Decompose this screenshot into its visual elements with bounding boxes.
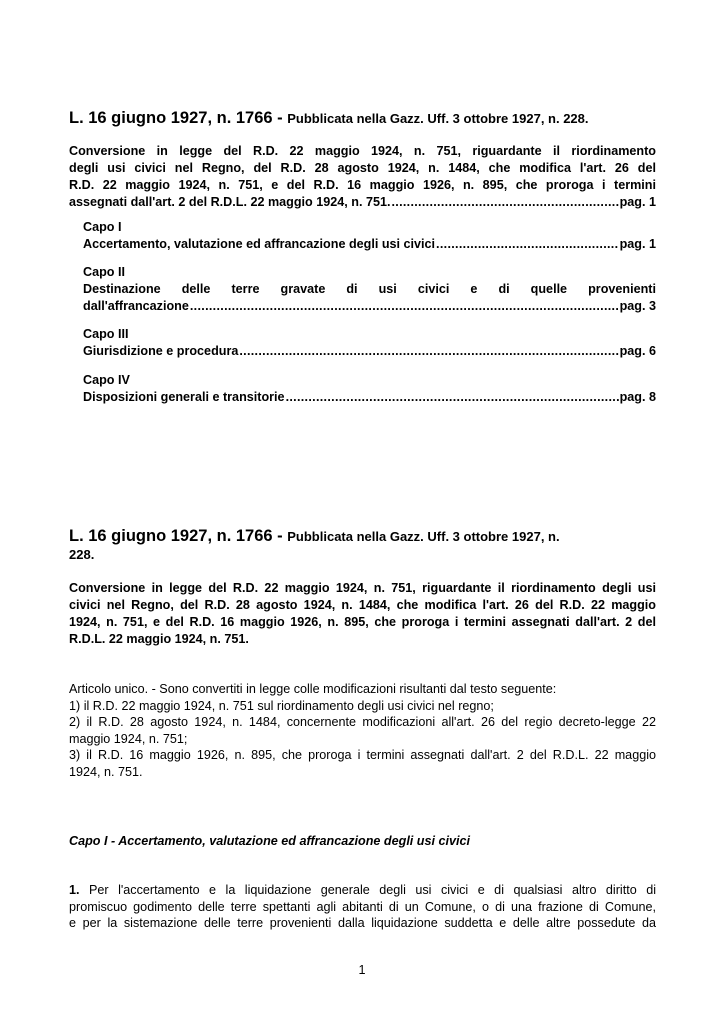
toc-page-ref: pag. 6 (619, 344, 656, 358)
toc-chapter-title: Giurisdizione e procedura (83, 344, 239, 358)
toc-desc-last-line: assegnati dall'art. 2 del R.D.L. 22 maggio 1924, n. 751. (69, 195, 391, 209)
toc-chapter-4[interactable] (83, 372, 656, 406)
toc-page-ref: pag. 1 (619, 195, 656, 209)
article-intro: Articolo unico. - Sono convertiti in legge colle modificazioni risultanti dal testo seguente: (69, 682, 557, 696)
dot-leader (190, 298, 619, 315)
article-item: 2) il R.D. 28 agosto 1924, n. 1484, concernente modificazioni all'art. 26 del regio decreto-legge 22 (69, 715, 656, 729)
toc-title-publication: Pubblicata nella Gazz. Uff. 3 ottobre 1927, n. 228. (287, 111, 589, 126)
dot-leader (239, 343, 618, 360)
body-title-publication: Pubblicata nella Gazz. Uff. 3 ottobre 1927, n. (287, 529, 560, 544)
toc-chapter-heading: Capo I (83, 220, 122, 234)
toc-chapter-entry[interactable] (83, 298, 656, 315)
article-item: maggio 1924, n. 751; (69, 731, 188, 746)
toc-chapter-title: Accertamento, valutazione ed affrancazione degli usi civici (83, 237, 436, 251)
body-title (69, 527, 656, 564)
article-1 (69, 882, 656, 932)
page-number: 1 (358, 963, 366, 977)
body-desc-line: civici nel Regno, del R.D. 28 agosto 1924, n. 1484, che modifica l'art. 26 del R.D. 22 maggio (69, 598, 656, 612)
article-item: 3) il R.D. 16 maggio 1926, n. 895, che proroga i termini assegnati dall'art. 2 del R.D.L. 22 maggio (69, 748, 656, 762)
article-1-number: 1. (69, 883, 80, 897)
toc-chapter-3[interactable] (83, 326, 656, 360)
article-1-line: e per la sistemazione delle terre provenienti dalla liquidazione suddetta e delle altre possedute da (69, 916, 656, 930)
toc-chapter-title: dall'affrancazione (83, 299, 189, 313)
toc-chapter-entry[interactable] (83, 343, 656, 360)
toc-desc-line: degli usi civici nel Regno, del R.D. 28 agosto 1924, n. 1484, che modifica l'art. 26 del (69, 161, 656, 175)
article-unique (69, 681, 656, 780)
toc-page-ref: pag. 8 (619, 390, 656, 404)
body-desc-line: R.D.L. 22 maggio 1924, n. 751. (69, 632, 249, 646)
toc-desc-line: Conversione in legge del R.D. 22 maggio 1924, n. 751, riguardante il riordinamento (69, 144, 656, 158)
toc-title (69, 109, 656, 128)
toc-description (69, 143, 656, 211)
toc-chapter-2[interactable] (83, 264, 656, 315)
article-1-line: 1. Per l'accertamento e la liquidazione generale degli usi civici e di qualsiasi altro diritto di (69, 883, 656, 897)
dot-leader (436, 236, 619, 253)
article-item: 1) il R.D. 22 maggio 1924, n. 751 sul riordinamento degli usi civici nel regno; (69, 698, 494, 713)
body-description (69, 580, 656, 648)
toc-chapter-heading: Capo IV (83, 373, 130, 387)
toc-chapter-entry[interactable] (83, 389, 656, 406)
toc-chapter-heading: Capo II (83, 265, 125, 279)
chapter-heading: Capo I - Accertamento, valutazione ed affrancazione degli usi civici (69, 834, 471, 848)
body-title-main: L. 16 giugno 1927, n. 1766 - (69, 527, 283, 545)
body-title-publication-cont: 228. (69, 547, 95, 562)
article-item: 1924, n. 751. (69, 764, 143, 779)
dot-leader (391, 194, 618, 211)
toc-page-ref: pag. 3 (619, 299, 656, 313)
toc-page-ref: pag. 1 (619, 237, 656, 251)
toc-title-main: L. 16 giugno 1927, n. 1766 - (69, 109, 283, 127)
toc-desc-entry[interactable] (69, 194, 656, 211)
toc-chapter-title-line: Destinazione delle terre gravate di usi civici e di quelle provenienti (83, 282, 656, 296)
toc-chapter-entry[interactable] (83, 236, 656, 253)
toc-desc-line: R.D. 22 maggio 1924, n. 751, e del R.D. 16 maggio 1926, n. 895, che proroga i termini (69, 178, 656, 192)
toc-chapter-title: Disposizioni generali e transitorie (83, 390, 285, 404)
dot-leader (286, 389, 619, 406)
article-1-line: promiscuo godimento delle terre spettanti agli abitanti di un Comune, o di una frazione di Comune, (69, 899, 656, 914)
toc-chapter-1[interactable] (83, 219, 656, 253)
body-desc-line: 1924, n. 751, e del R.D. 16 maggio 1926, n. 895, che proroga i termini assegnati dall'art. 2 del (69, 615, 656, 629)
body-desc-line: Conversione in legge del R.D. 22 maggio 1924, n. 751, riguardante il riordinamento degli usi (69, 581, 656, 595)
toc-chapter-heading: Capo III (83, 327, 129, 341)
